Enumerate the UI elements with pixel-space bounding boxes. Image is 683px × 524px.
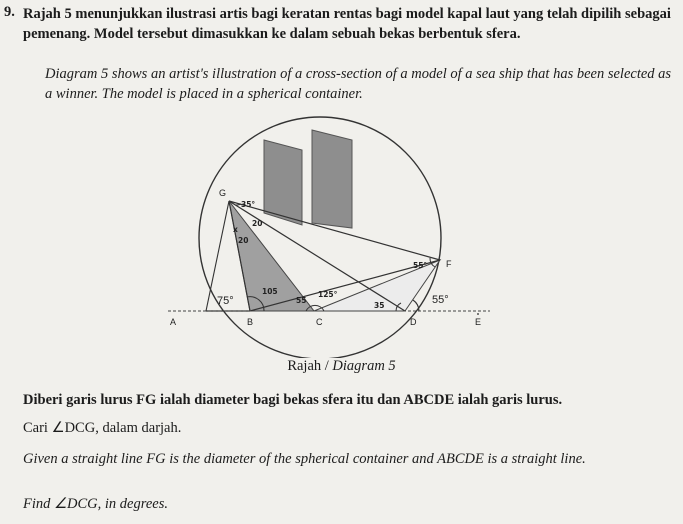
given-malay: Diberi garis lurus FG ialah diameter bagi bekas sfera itu dan ABCDE ialah garis lurus. <box>23 392 563 408</box>
find-english: Find ∠DCG, in degrees. <box>23 496 168 512</box>
diagram-caption <box>0 358 683 375</box>
point-label-a: A <box>170 317 177 327</box>
caption-malay: Rajah / <box>287 358 333 374</box>
point-label-e: E <box>475 317 482 327</box>
handwritten-b-ext: 105 <box>262 287 278 296</box>
question-number: 9. <box>4 4 15 20</box>
point-label-f: F <box>446 259 452 269</box>
find-malay: Cari ∠DCG, dalam darjah. <box>23 420 182 436</box>
handwritten-d-left: 35 <box>374 301 385 310</box>
point-label-c: C <box>316 317 323 327</box>
ship-funnel-right <box>312 130 352 228</box>
angle-label-b: 75° <box>217 295 234 307</box>
handwritten-g-angle: 35° <box>241 200 256 209</box>
handwritten-g-x: x <box>233 225 238 234</box>
point-label-b: B <box>247 317 254 327</box>
point-e-dot <box>477 313 479 315</box>
handwritten-c-left: 55 <box>296 296 307 305</box>
ship-diagram <box>0 110 683 358</box>
angle-label-d: 55° <box>432 294 449 306</box>
handwritten-g-inner: 20 <box>252 219 263 228</box>
point-label-g: G <box>219 188 227 198</box>
point-label-d: D <box>410 317 417 327</box>
handwritten-f-angle: 55° <box>413 261 428 270</box>
intro-english: Diagram 5 shows an artist's illustration of a cross-section of a model of a sea ship that has been selected as a winner. The model is placed in a spherical container. <box>45 66 672 102</box>
handwritten-g-left: 20 <box>238 236 249 245</box>
intro-malay: Rajah 5 menunjukkan ilustrasi artis bagi keratan rentas bagi model kapal laut yang telah dipilih sebagai pemenang. Model tersebut dimasukkan ke dalam sebuah bekas berbentuk sfera. <box>23 6 671 42</box>
caption-english: Diagram 5 <box>332 358 396 374</box>
given-english: Given a straight line FG is the diameter of the spherical container and ABCDE is a straight line. <box>23 451 586 467</box>
handwritten-c-right: 125° <box>318 290 338 299</box>
